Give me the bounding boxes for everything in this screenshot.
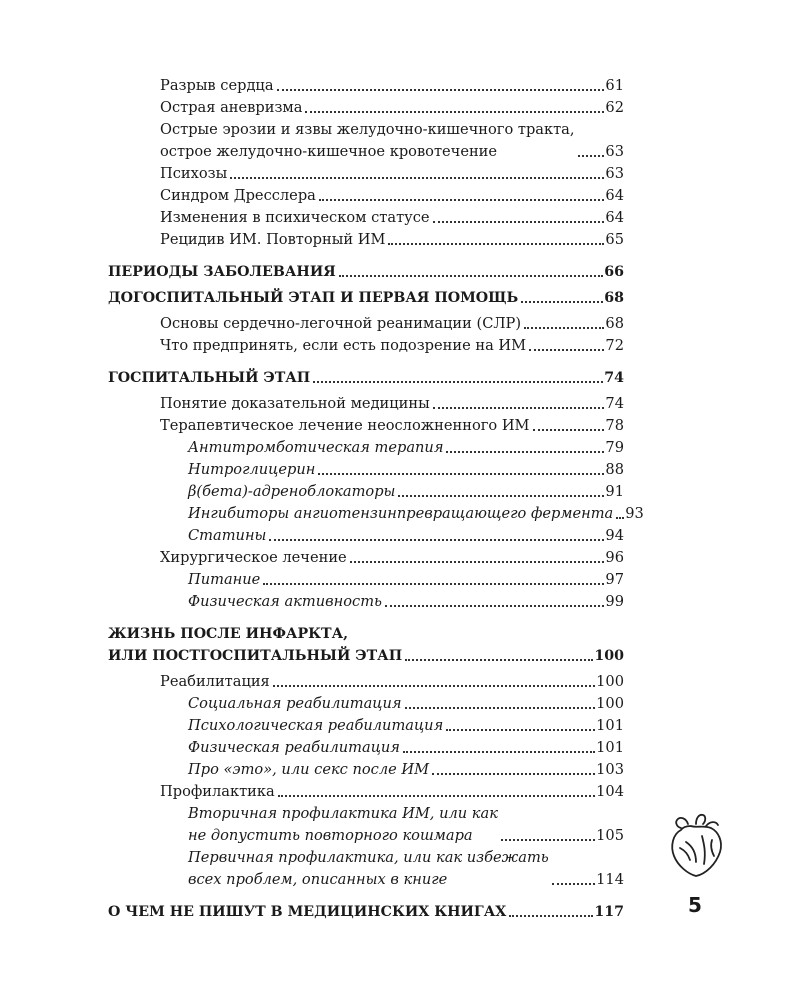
toc-entry-page: 74: [605, 395, 624, 412]
toc-entry: [108, 591, 624, 613]
toc-entry-title-line: ДОГОСПИТАЛЬНЫЙ ЭТАП И ПЕРВАЯ ПОМОЩЬ: [108, 290, 519, 306]
toc-entry-page: 88: [605, 461, 624, 478]
toc-entry: [108, 367, 624, 389]
toc-entry: [108, 437, 624, 459]
toc-entry: [108, 671, 624, 693]
toc-entry: [108, 229, 624, 251]
toc-entry-page: 66: [604, 264, 624, 280]
toc-entry-title-line: β(бета)-адреноблокаторы: [188, 483, 396, 500]
dot-leader: [616, 517, 624, 519]
toc-entry: [108, 415, 624, 437]
toc-entry-title: [160, 163, 227, 185]
toc-entry-title-line: Социальная реабилитация: [188, 695, 402, 712]
toc-entry-page: 117: [594, 904, 624, 920]
toc-entry-title-line: Психозы: [160, 165, 228, 182]
table-of-contents: [108, 75, 644, 923]
dot-leader: [313, 381, 603, 383]
toc-entry-title-line: Острая аневризма: [160, 99, 303, 116]
dot-leader: [524, 327, 604, 329]
toc-entry: [108, 547, 624, 569]
toc-entry-title-line: Что предпринять, если есть подозрение на ИМ: [160, 337, 527, 354]
dot-leader: [339, 275, 604, 277]
toc-entry-title: [108, 901, 506, 923]
toc-entry-title: [160, 313, 521, 335]
dot-leader: [230, 177, 604, 179]
toc-entry-title: [188, 481, 395, 503]
toc-entry-title: [160, 781, 275, 803]
toc-entry-title: [188, 503, 613, 525]
toc-entry: [108, 335, 624, 357]
dot-leader: [578, 155, 605, 157]
dot-leader: [398, 495, 604, 497]
dot-leader: [552, 883, 595, 885]
toc-entry-title: [188, 759, 429, 781]
dot-leader: [405, 659, 593, 661]
toc-entry-title-line: Разрыв сердца: [160, 77, 274, 94]
toc-entry-title: [188, 693, 402, 715]
toc-entry-title-line: Вторичная профилактика ИМ, или как: [188, 805, 498, 822]
toc-entry-title-line: Физическая активность: [188, 593, 382, 610]
toc-entry-title-line: Про «это», или секс после ИМ: [188, 761, 430, 778]
toc-entry-title: [188, 737, 400, 759]
toc-entry-title-line: не допустить повторного кошмара: [188, 827, 473, 844]
toc-entry-page: 64: [605, 209, 624, 226]
toc-entry-title-line: Антитромботическая терапия: [188, 439, 444, 456]
toc-entry: [108, 525, 624, 547]
toc-entry-title: [188, 847, 549, 891]
toc-entry: [108, 313, 624, 335]
toc-entry-title-line: Нитроглицерин: [188, 461, 316, 478]
heart-anatomy-icon: [666, 812, 728, 880]
toc-entry-title-line: Синдром Дресслера: [160, 187, 316, 204]
toc-entry-title-line: Физическая реабилитация: [188, 739, 400, 756]
toc-entry-title: [188, 525, 266, 547]
toc-entry-title-line: острое желудочно-кишечное кровотечение: [160, 143, 498, 160]
toc-entry-page: 68: [604, 290, 624, 306]
toc-entry-title-line: ПЕРИОДЫ ЗАБОЛЕВАНИЯ: [108, 264, 336, 280]
dot-leader: [501, 839, 595, 841]
dot-leader: [521, 301, 603, 303]
toc-entry-page: 101: [596, 739, 624, 756]
toc-entry: [108, 75, 624, 97]
toc-entry-title-line: Острые эрозии и язвы желудочно-кишечного тракта,: [160, 121, 575, 138]
dot-leader: [529, 349, 604, 351]
toc-entry-page: 105: [596, 827, 624, 844]
dot-leader: [350, 561, 605, 563]
toc-entry: [108, 481, 624, 503]
toc-entry-title: [160, 229, 385, 251]
toc-entry-title-line: Изменения в психическом статусе: [160, 209, 430, 226]
toc-entry-page: 94: [605, 527, 624, 544]
toc-entry-page: 62: [605, 99, 624, 116]
dot-leader: [385, 605, 604, 607]
dot-leader: [269, 539, 604, 541]
toc-entry-title-line: Понятие доказательной медицины: [160, 395, 430, 412]
toc-entry-page: 96: [605, 549, 624, 566]
toc-entry-title-line: Питание: [188, 571, 261, 588]
page-number: 5: [688, 893, 702, 917]
toc-entry-title-line: ЖИЗНЬ ПОСЛЕ ИНФАРКТА,: [108, 626, 349, 642]
toc-entry: [108, 715, 624, 737]
toc-entry-title-line: Основы сердечно-легочной реанимации (СЛР): [160, 315, 522, 332]
dot-leader: [433, 221, 605, 223]
toc-entry-title: [160, 75, 274, 97]
toc-entry-title: [160, 185, 316, 207]
toc-entry-page: 97: [605, 571, 624, 588]
dot-leader: [278, 795, 595, 797]
toc-entry: [108, 901, 624, 923]
toc-entry-page: 99: [605, 593, 624, 610]
toc-entry-title: [160, 671, 270, 693]
dot-leader: [263, 583, 604, 585]
toc-entry: [108, 569, 624, 591]
toc-entry-page: 64: [605, 187, 624, 204]
toc-entry-page: 100: [596, 673, 624, 690]
dot-leader: [388, 243, 604, 245]
dot-leader: [273, 685, 595, 687]
toc-entry: [108, 737, 624, 759]
toc-entry: [108, 185, 624, 207]
toc-entry-title-line: Статины: [188, 527, 267, 544]
toc-entry-title-line: Психологическая реабилитация: [188, 717, 444, 734]
dot-leader: [318, 473, 604, 475]
dot-leader: [432, 773, 595, 775]
toc-entry: [108, 781, 624, 803]
toc-entry-title: [160, 415, 530, 437]
toc-entry: [108, 759, 624, 781]
toc-entry-page: 104: [596, 783, 624, 800]
toc-entry-title-line: О ЧЕМ НЕ ПИШУТ В МЕДИЦИНСКИХ КНИГАХ: [108, 904, 507, 920]
toc-entry-title-line: Хирургическое лечение: [160, 549, 347, 566]
dot-leader: [405, 707, 596, 709]
toc-entry-page: 72: [605, 337, 624, 354]
toc-entry-page: 65: [605, 231, 624, 248]
toc-entry: [108, 97, 624, 119]
toc-entry: [108, 393, 624, 415]
toc-entry-page: 79: [605, 439, 624, 456]
toc-entry: [108, 503, 644, 525]
toc-entry-page: 78: [605, 417, 624, 434]
toc-entry-title: [188, 591, 382, 613]
toc-entry-title-line: Терапевтическое лечение неосложненного ИМ: [160, 417, 530, 434]
toc-entry-title: [108, 367, 310, 389]
toc-entry-page: 100: [594, 648, 624, 664]
dot-leader: [533, 429, 605, 431]
toc-entry-title: [108, 261, 336, 283]
toc-entry: [108, 847, 624, 891]
toc-entry: [108, 163, 624, 185]
toc-entry-page: 74: [604, 370, 624, 386]
toc-entry-title: [160, 119, 575, 163]
dot-leader: [446, 451, 604, 453]
toc-entry-title: [160, 335, 526, 357]
dot-leader: [433, 407, 605, 409]
dot-leader: [509, 915, 593, 917]
toc-entry-page: 100: [596, 695, 624, 712]
toc-entry-title: [160, 207, 430, 229]
toc-entry-title: [188, 569, 260, 591]
toc-entry: [108, 693, 624, 715]
toc-entry: [108, 207, 624, 229]
dot-leader: [305, 111, 604, 113]
toc-entry-title: [188, 437, 443, 459]
toc-entry-title-line: Профилактика: [160, 783, 275, 800]
toc-entry-title: [188, 715, 443, 737]
toc-entry-title-line: Рецидив ИМ. Повторный ИМ: [160, 231, 386, 248]
toc-entry: [108, 119, 624, 163]
toc-entry-page: 114: [596, 871, 624, 888]
toc-entry-page: 68: [605, 315, 624, 332]
toc-entry-title: [188, 459, 315, 481]
toc-entry-title-line: всех проблем, описанных в книге: [188, 871, 448, 888]
dot-leader: [277, 89, 605, 91]
toc-entry-page: 101: [596, 717, 624, 734]
toc-entry-title-line: ИЛИ ПОСТГОСПИТАЛЬНЫЙ ЭТАП: [108, 648, 403, 664]
toc-entry: [108, 803, 624, 847]
dot-leader: [403, 751, 595, 753]
toc-entry-title-line: Ингибиторы ангиотензинпревращающего фермента: [188, 505, 614, 522]
toc-entry-title-line: Реабилитация: [160, 673, 270, 690]
toc-entry-title: [160, 547, 347, 569]
toc-entry: [108, 459, 624, 481]
toc-entry-title: [160, 97, 302, 119]
toc-entry-title: [188, 803, 498, 847]
toc-entry-title: [108, 623, 402, 667]
toc-entry: [108, 623, 624, 667]
toc-entry-title-line: ГОСПИТАЛЬНЫЙ ЭТАП: [108, 370, 311, 386]
toc-entry-page: 91: [605, 483, 624, 500]
dot-leader: [446, 729, 595, 731]
toc-entry-title: [160, 393, 430, 415]
toc-entry-page: 63: [605, 143, 624, 160]
toc-entry-page: 103: [596, 761, 624, 778]
dot-leader: [319, 199, 605, 201]
toc-entry-page: 61: [605, 77, 624, 94]
toc-entry-title: [108, 287, 518, 309]
toc-entry: [108, 287, 624, 309]
toc-entry: [108, 261, 624, 283]
toc-entry-page: 63: [605, 165, 624, 182]
toc-entry-title-line: Первичная профилактика, или как избежать: [188, 849, 549, 866]
toc-entry-page: 93: [625, 505, 644, 522]
